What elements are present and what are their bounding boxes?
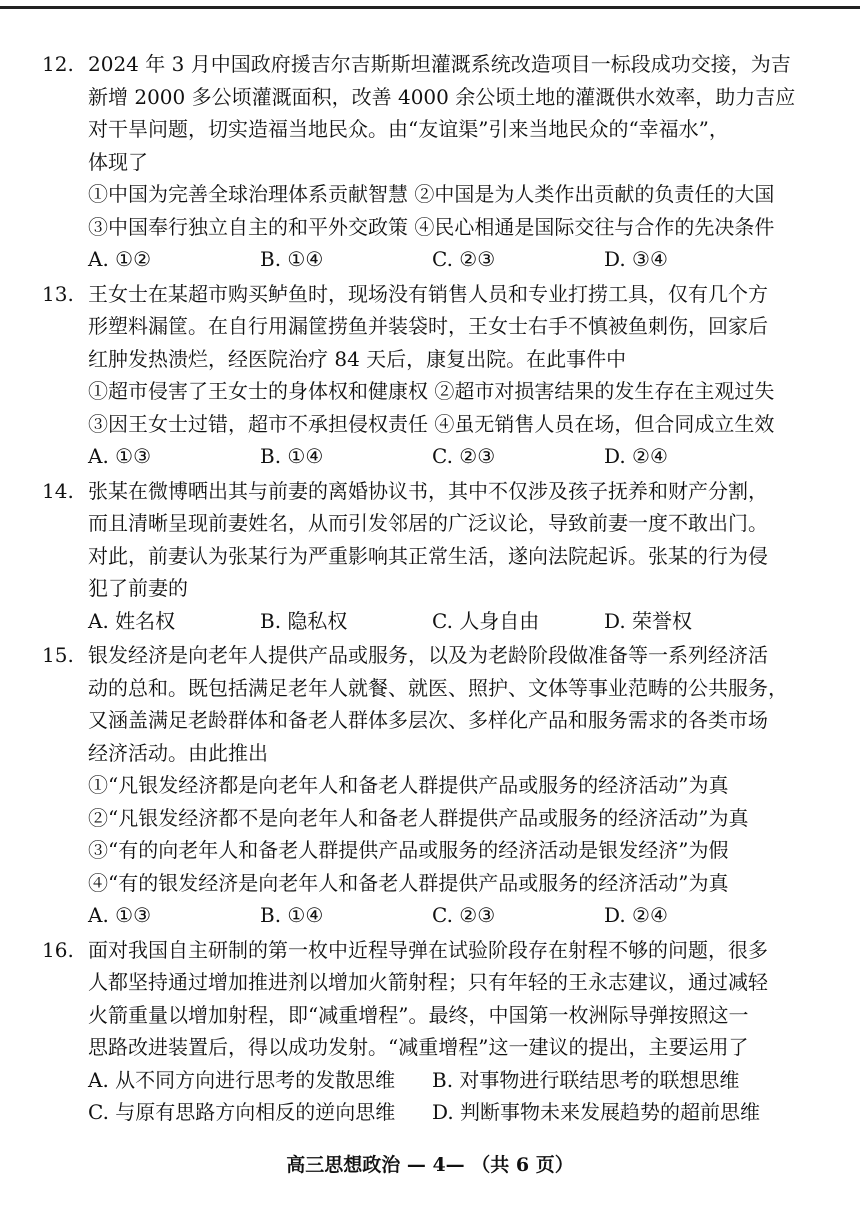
question-number: 15. (42, 643, 74, 667)
answer-options (88, 899, 828, 932)
option-d: D. ②④ (604, 444, 668, 468)
question-13 (42, 278, 828, 473)
statement-line: ④“有的银发经济是向老年人和备老人群提供产品或服务的经济活动”为真 (88, 870, 729, 895)
question-stem-line: 思路改进装置后，得以成功发射。“减重增程”这一建议的提出，主要运用了 (88, 1035, 749, 1059)
option-a: A. 姓名权 (88, 608, 176, 633)
answer-options (88, 1096, 828, 1129)
option-b: B. ①④ (260, 247, 324, 271)
question-stem-line: 人都坚持通过增加推进剂以增加火箭射程；只有年轻的王永志建议，通过减轻 (88, 970, 768, 994)
option-a: A. ①③ (88, 444, 152, 468)
statement-line: ①“凡银发经济都是向老年人和备老人群提供产品或服务的经济活动”为真 (88, 773, 729, 797)
option-b: B. ①④ (260, 444, 324, 468)
answer-options (88, 243, 828, 276)
question-number: 14. (42, 478, 74, 503)
top-border-rule (0, 6, 860, 9)
statement-line: ③因王女士过错，超市不承担侵权责任 ④虽无销售人员在场，但合同成立生效 (88, 411, 775, 436)
question-stem-line: 对此，前妻认为张某行为严重影响其正常生活，遂向法院起诉。张某的行为侵 (88, 543, 768, 568)
statement-line: ③“有的向老年人和备老人群提供产品或服务的经济活动是银发经济”为假 (88, 838, 729, 862)
option-a: A. ①② (88, 247, 152, 271)
question-stem-line: 体现了 (88, 149, 148, 174)
answer-options (88, 605, 828, 638)
question-15 (42, 639, 828, 932)
statement-line: ②“凡银发经济都不是向老年人和备老人群提供产品或服务的经济活动”为真 (88, 805, 749, 830)
question-stem-line: 对干旱问题，切实造福当地民众。由“友谊渠”引来当地民众的“幸福水”， (88, 117, 729, 141)
question-stem-line: 银发经济是向老年人提供产品或服务，以及为老龄阶段做准备等一系列经济活 (88, 643, 768, 667)
question-stem-line: 张某在微博晒出其与前妻的离婚协议书，其中不仅涉及孩子抚养和财产分割， (88, 478, 768, 503)
question-stem-line: 红肿发热溃烂，经医院治疗 84 天后，康复出院。在此事件中 (88, 346, 627, 371)
option-c: C. ②③ (432, 247, 496, 271)
question-stem-line: 经济活动。由此推出 (88, 740, 268, 765)
option-c: C. 与原有思路方向相反的逆向思维 (88, 1100, 396, 1124)
question-number: 12. (42, 52, 74, 76)
question-stem-line: 又涵盖满足老龄群体和备老人群体多层次、多样化产品和服务需求的各类市场 (88, 708, 768, 732)
question-number: 13. (42, 281, 74, 306)
page-footer: 高三思想政治 — 4— （共 6 页） (286, 1154, 574, 1176)
option-a: A. ①③ (88, 903, 152, 927)
question-stem-line: 火箭重量以增加射程，即“减重增程”。最终，中国第一枚洲际导弹按照这一 (88, 1002, 749, 1027)
option-c: C. ②③ (432, 444, 496, 468)
statement-line: ①中国为完善全球治理体系贡献智慧 ②中国是为人类作出贡献的负责任的大国 (88, 182, 775, 206)
question-14 (42, 475, 828, 638)
option-c: C. 人身自由 (432, 608, 540, 633)
option-d: D. 判断事物未来发展趋势的超前思维 (432, 1100, 761, 1124)
question-stem-line: 而且清晰呈现前妻姓名，从而引发邻居的广泛议论，导致前妻一度不敢出门。 (88, 511, 768, 535)
option-b: B. 对事物进行联结思考的联想思维 (432, 1067, 740, 1092)
exam-page (42, 48, 828, 1131)
question-stem-line: 犯了前妻的 (88, 576, 188, 600)
option-d: D. ③④ (604, 247, 668, 271)
question-number: 16. (42, 937, 74, 962)
option-b: B. ①④ (260, 903, 324, 927)
question-stem-line: 2024 年 3 月中国政府援吉尔吉斯斯坦灌溉系统改造项目一标段成功交接，为吉 (88, 52, 791, 76)
question-stem-line: 形塑料漏筐。在自行用漏筐捞鱼并装袋时，王女士右手不慎被鱼刺伤，回家后 (88, 314, 768, 338)
question-stem-line: 新增 2000 多公顷灌溉面积，改善 4000 余公顷土地的灌溉供水效率，助力吉应 (88, 84, 796, 109)
answer-options (88, 1064, 828, 1097)
question-stem-line: 面对我国自主研制的第一枚中近程导弹在试验阶段存在射程不够的问题，很多 (88, 937, 768, 962)
question-16 (42, 934, 828, 1129)
statement-line: ③中国奉行独立自主的和平外交政策 ④民心相通是国际交往与合作的先决条件 (88, 214, 775, 239)
option-d: D. ②④ (604, 903, 668, 927)
option-c: C. ②③ (432, 903, 496, 927)
statement-line: ①超市侵害了王女士的身体权和健康权 ②超市对损害结果的发生存在主观过失 (88, 379, 775, 403)
answer-options (88, 440, 828, 473)
question-stem-line: 王女士在某超市购买鲈鱼时，现场没有销售人员和专业打捞工具，仅有几个方 (88, 281, 768, 306)
question-12 (42, 48, 828, 276)
option-b: B. 隐私权 (260, 608, 348, 633)
option-a: A. 从不同方向进行思考的发散思维 (88, 1067, 396, 1092)
option-d: D. 荣誉权 (604, 608, 693, 633)
question-stem-line: 动的总和。既包括满足老年人就餐、就医、照护、文体等事业范畴的公共服务， (88, 675, 788, 700)
